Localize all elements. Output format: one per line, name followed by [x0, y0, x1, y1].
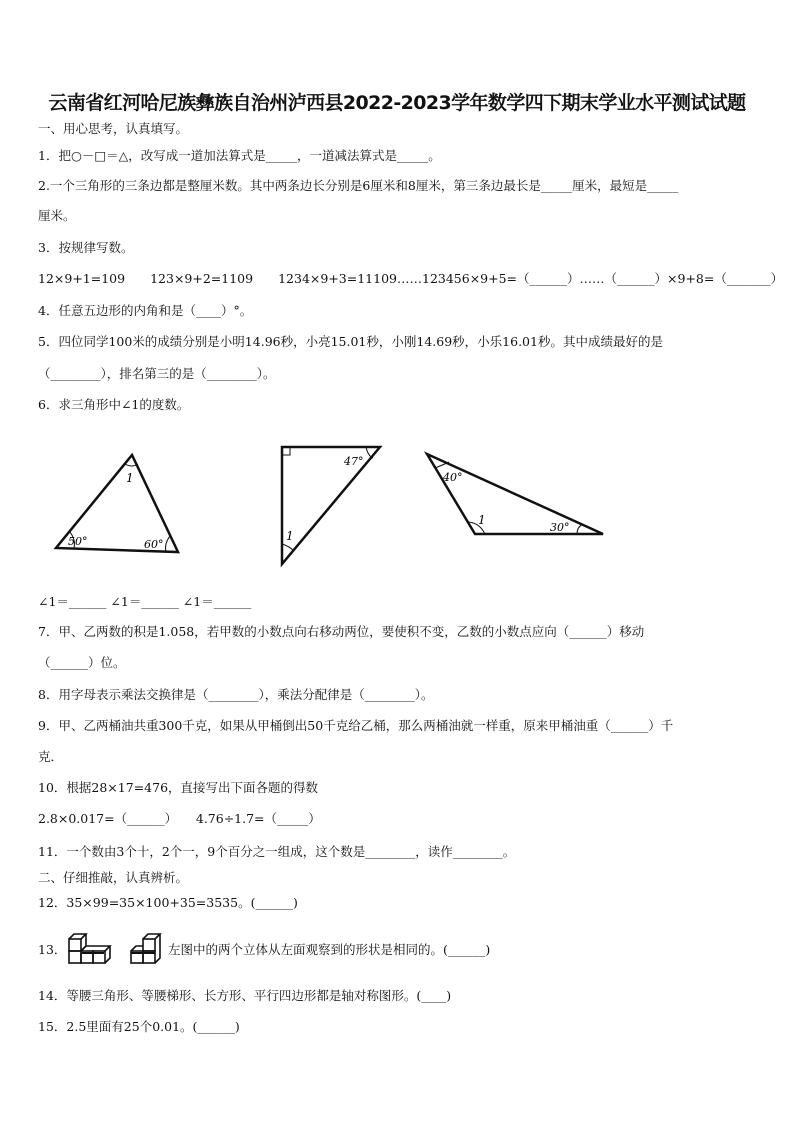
question-6: 6．求三角形中∠1的度数。 — [38, 397, 190, 412]
triangle-2-bottom-label: 1 — [286, 529, 294, 543]
question-10: 10．根据28×17=476，直接写出下面各题的得数 — [38, 780, 319, 795]
question-3: 3．按规律写数。 — [38, 240, 134, 255]
question-12: 12．35×99=35×100+35=3535。(______) — [38, 895, 298, 910]
question-6-answers: ∠1＝______ ∠1＝______ ∠1＝______ — [38, 594, 252, 609]
section-1-heading: 一、用心思考，认真填写。 — [38, 121, 189, 136]
question-13-number: 13． — [38, 942, 67, 957]
triangle-3-left-arc — [435, 462, 449, 468]
triangle-2-shape — [282, 447, 380, 564]
question-7-line-1: 7．甲、乙两数的积是1.058，若甲数的小数点向右移动两位，要使积不变，乙数的小数点应向（______）移动 — [38, 624, 645, 639]
question-13-text: 左图中的两个立体从左面观察到的形状是相同的。(______) — [168, 942, 491, 957]
cube-stack-1-figure — [66, 930, 112, 970]
question-9-line-2: 克． — [38, 749, 64, 764]
triangle-1-right-arc — [166, 536, 171, 552]
question-15: 15．2.5里面有25个0.01。(______) — [38, 1019, 240, 1034]
question-11: 11．一个数由3个十，2个一，9个百分之一组成，这个数是________，读作________。 — [38, 844, 516, 859]
question-1: 1．把○－□＝△，改写成一道加法算式是_____，一道减法算式是_____。 — [38, 148, 441, 163]
triangle-1-right-angle: 60° — [144, 538, 164, 551]
question-14: 14．等腰三角形、等腰梯形、长方形、平行四边形都是轴对称图形。(____) — [38, 988, 452, 1003]
triangle-1-left-angle: 50° — [68, 535, 88, 548]
triangle-1-figure — [52, 452, 184, 554]
question-2-line-2: 厘米。 — [38, 208, 76, 223]
question-10-calculations: 2.8×0.017=（______） 4.76÷1.7=（_____） — [38, 811, 321, 826]
page-title: 云南省红河哈尼族彝族自治州泸西县2022-2023学年数学四下期末学业水平测试试题 — [48, 92, 746, 114]
section-2-heading: 二、仔细推敲，认真辨析。 — [38, 870, 189, 885]
question-5-line-2: （________），排名第三的是（________）。 — [38, 366, 276, 381]
triangle-2-figure — [274, 444, 386, 568]
triangle-3-figure — [423, 448, 607, 540]
triangle-3-mid-label: 1 — [478, 513, 486, 527]
question-2-line-1: 2.一个三角形的三条边都是整厘米数。其中两条边长分别是6厘米和8厘米，第三条边最长是_____厘米，最短是_____ — [38, 178, 679, 193]
question-5-line-1: 5．四位同学100米的成绩分别是小明14.96秒，小亮15.01秒，小刚14.69秒，小乐16.01秒。其中成绩最好的是 — [38, 334, 663, 349]
question-4: 4．任意五边形的内角和是（____）°。 — [38, 303, 253, 318]
question-7-line-2: （______）位。 — [38, 655, 126, 670]
triangle-1-apex-label: 1 — [126, 471, 134, 485]
triangle-3-right-angle: 30° — [550, 521, 570, 534]
triangle-2-top-angle: 47° — [344, 455, 364, 468]
triangle-3-left-angle: 40° — [443, 471, 463, 484]
triangle-2-bottom-arc — [282, 544, 294, 551]
question-3-sequence: 12×9+1=109 123×9+2=1109 1234×9+3=11109……123456×9+5=（______）……（______）×9+8=（_______） — [38, 271, 784, 286]
triangle-3-shape — [427, 454, 603, 534]
question-9-line-1: 9．甲、乙两桶油共重300千克，如果从甲桶倒出50千克给乙桶，那么两桶油就一样重，原来甲桶油重（______）千 — [38, 718, 674, 733]
question-8: 8．用字母表示乘法交换律是（________），乘法分配律是（________）。 — [38, 687, 434, 702]
cube-stack-2-figure — [128, 930, 166, 970]
